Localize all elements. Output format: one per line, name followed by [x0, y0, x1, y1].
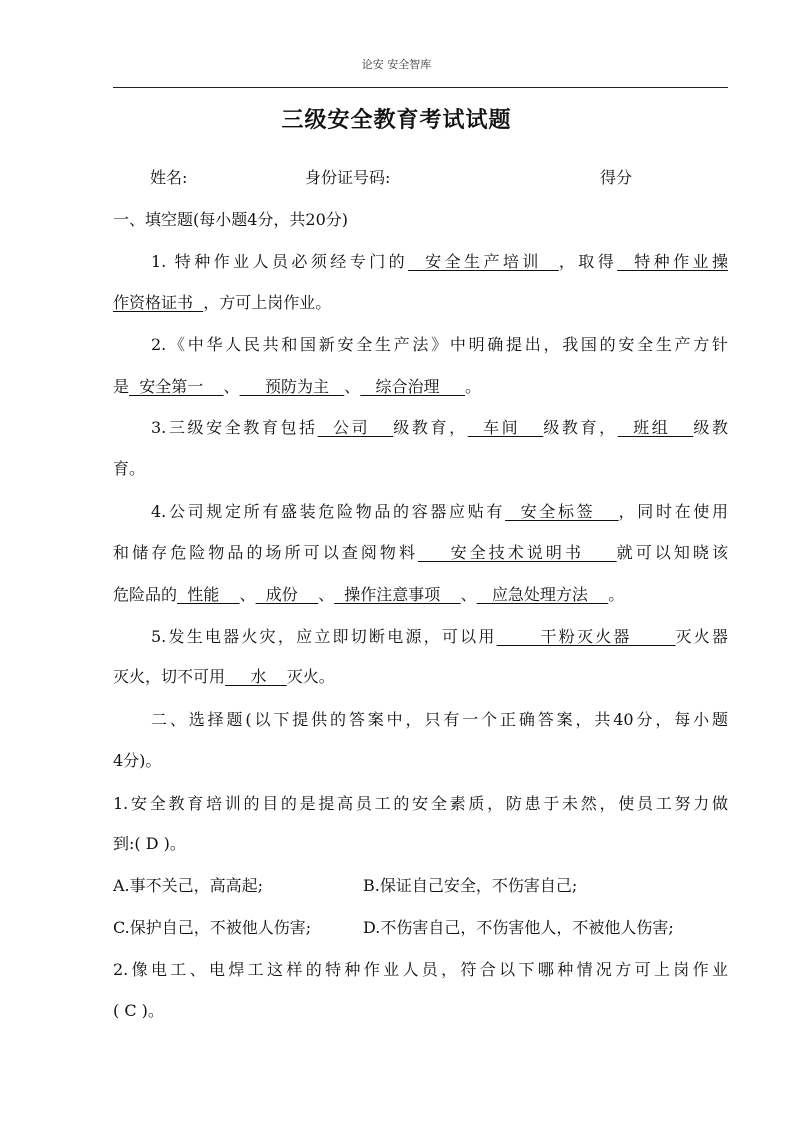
choice-1-option-b: B.保证自己安全，不伤害自己; [363, 876, 578, 895]
section2-heading-line-2: 4分)。 [113, 751, 162, 770]
q2-answer-1: 安全第一 [129, 377, 224, 396]
question-3-line-2: 育。 [113, 459, 146, 478]
section2-heading-line-1: 二、选择题(以下提供的答案中，只有一个正确答案，共40分，每小题 [151, 710, 728, 729]
q3-answer-2: 车间 [467, 418, 544, 437]
q1-answer-2b: 作资格证书 [113, 293, 204, 312]
q3-answer-1: 公司 [317, 418, 394, 437]
score-label: 得分 [600, 168, 633, 187]
q2-text-e: 。 [464, 377, 481, 396]
page-header: 论安 安全智库 [361, 58, 432, 71]
question-2-line-1: 2.《中华人民共和国新安全生产法》中明确提出，我国的安全生产方针 [151, 335, 728, 354]
q4-text-d: 和储存危险物品的场所可以查阅物料 [113, 543, 419, 562]
choice-2-line-1: 2.像电工、电焊工这样的特种作业人员，符合以下哪种情况方可上岗作业 [113, 960, 728, 979]
choice-1-option-c: C.保护自己，不被他人伤害; [113, 918, 312, 937]
q5-text-c: 灭火器 [675, 627, 728, 646]
q3-text-a: 3.三级安全教育包括 [151, 418, 318, 437]
question-2-line-2 [113, 375, 728, 399]
question-4-line-2 [113, 541, 728, 565]
q4-answer-6: 应急处理方法 [476, 585, 609, 604]
question-3-line-1 [113, 416, 728, 440]
id-number-label: 身份证号码: [305, 168, 391, 187]
question-1-line-1 [113, 250, 728, 274]
q2-sep-2: 、 [344, 377, 361, 396]
q1-text-c: ，取得 [558, 252, 618, 271]
page-title: 三级安全教育考试试题 [281, 107, 512, 133]
q5-text-d: 灭火，切不可用 [113, 667, 226, 686]
q4-answer-5: 操作注意事项 [334, 585, 461, 604]
q5-text-a: 5.发生电器火灾，应立即切断电源，可以用 [151, 627, 497, 646]
q4-sep-1: 、 [239, 585, 256, 604]
q4-answer-2: 安全技术说明书 [418, 543, 617, 562]
q1-answer-2a: 特种作业操 [617, 252, 728, 271]
q4-text-a: 4.公司规定所有盛装危险物品的容器应贴有 [151, 502, 506, 521]
q4-text-f: 危险品的 [113, 585, 178, 604]
section1-heading: 一、填空题(每小题4分，共20分) [113, 210, 349, 229]
q2-answer-3: 综合治理 [360, 377, 465, 396]
header-rule [113, 87, 728, 88]
question-5-line-2 [113, 665, 728, 689]
choice-2-line-2: ( C )。 [113, 1001, 164, 1020]
q3-text-c: 级教育， [393, 418, 468, 437]
q5-answer-2: 水 [225, 667, 287, 686]
q4-answer-4: 成份 [255, 585, 319, 604]
q4-text-c: ，同时在使用 [618, 502, 728, 521]
choice-1-line-2: 到:( D )。 [113, 834, 186, 853]
q4-text-g: 。 [608, 585, 625, 604]
q4-answer-1: 安全标签 [505, 502, 619, 521]
q1-text-d: ，方可上岗作业。 [203, 293, 332, 312]
q1-answer-1: 安全生产培训 [408, 252, 559, 271]
q5-answer-1: 干粉灭火器 [496, 627, 676, 646]
q2-answer-2: 预防为主 [239, 377, 345, 396]
question-5-line-1 [113, 625, 728, 649]
choice-1-line-1: 1.安全教育培训的目的是提高员工的安全素质，防患于未然，使员工努力做 [113, 794, 728, 813]
question-1-line-2 [113, 291, 728, 315]
question-4-line-3 [113, 583, 728, 607]
q3-text-d: 级教育， [543, 418, 618, 437]
q3-text-e: 级教 [693, 418, 728, 437]
q4-answer-3: 性能 [177, 585, 240, 604]
q5-text-e: 灭火。 [286, 667, 335, 686]
q4-sep-2: 、 [318, 585, 335, 604]
choice-1-option-a: A.事不关己，高高起; [113, 876, 264, 895]
q1-text-a: 1. 特种作业人员必须经专门的 [151, 252, 409, 271]
q2-sep-1: 、 [223, 377, 240, 396]
q4-sep-3: 、 [460, 585, 477, 604]
q4-text-e: 就可以知晓该 [616, 543, 728, 562]
q3-answer-3: 班组 [617, 418, 694, 437]
choice-1-option-d: D.不伤害自己，不伤害他人，不被他人伤害; [363, 918, 674, 937]
question-4-line-1 [113, 500, 728, 524]
name-label: 姓名: [150, 168, 188, 187]
q2-text-b: 是 [113, 377, 130, 396]
